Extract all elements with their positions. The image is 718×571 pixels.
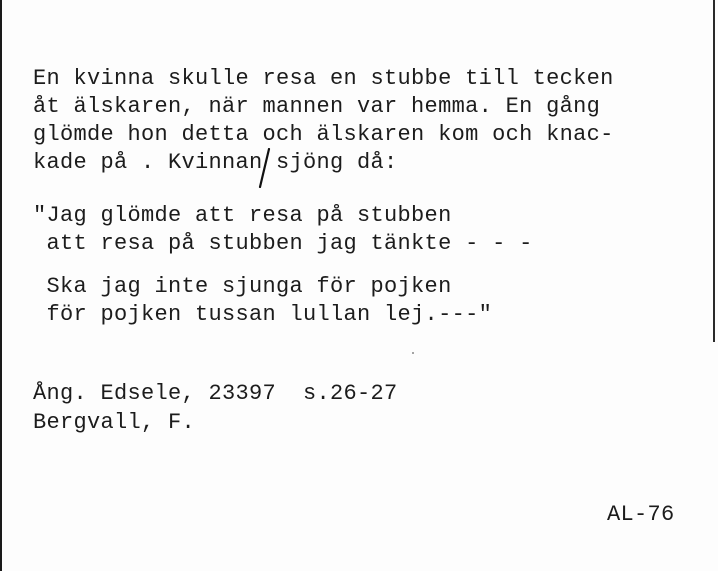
song-line-4: för pojken tussan lullan lej.---" (33, 302, 493, 327)
card-id: AL-76 (607, 502, 675, 527)
song-line-3: Ska jag inte sjunga för pojken (33, 274, 452, 299)
story-line-1: En kvinna skulle resa en stubbe till tecken (33, 66, 614, 91)
song-line-2: att resa på stubben jag tänkte - - - (33, 231, 533, 256)
card-left-edge (0, 0, 2, 571)
story-line-2: åt älskaren, när mannen var hemma. En gång (33, 94, 601, 119)
song-line-1: "Jag glömde att resa på stubben (33, 203, 452, 228)
card-right-edge (713, 0, 715, 342)
handwritten-slash-mark (257, 148, 271, 188)
source-collector: Bergvall, F. (33, 410, 196, 435)
story-line-4: kade på . Kvinnan sjöng då: (33, 150, 398, 175)
paper-speck (412, 352, 414, 354)
story-line-3: glömde hon detta och älskaren kom och knac- (33, 122, 614, 147)
source-place-line: Ång. Edsele, 23397 s.26-27 (33, 381, 398, 406)
